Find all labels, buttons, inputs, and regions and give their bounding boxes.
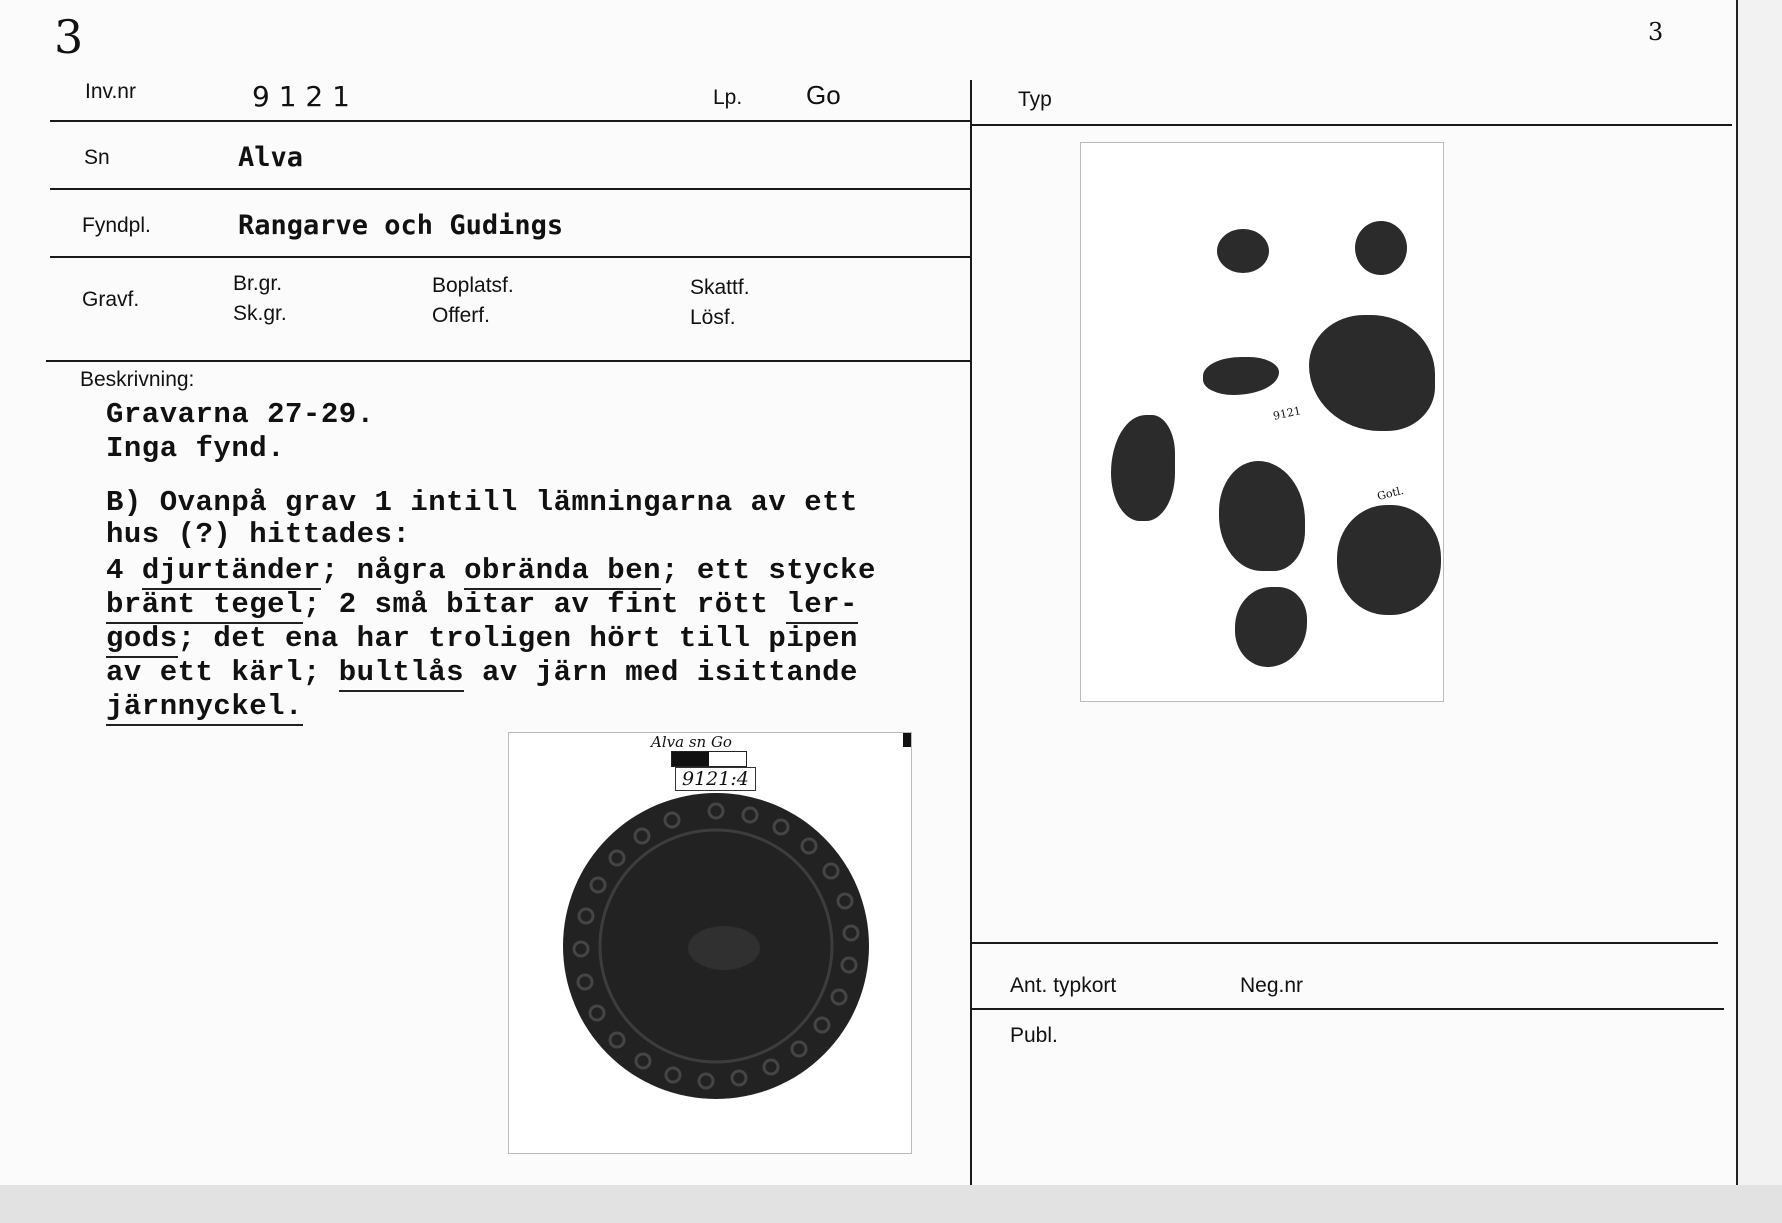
desc-line-1: Gravarna 27-29. [106,398,375,431]
desc-text: ; några [320,554,465,587]
ant-typkort-label: Ant. typkort [1010,974,1117,997]
desc-underlined: ler- [786,588,858,624]
desc-text: ; 2 små bitar av fint rött [302,588,787,621]
column-divider [970,80,972,1185]
negnr-label: Neg.nr [1240,974,1304,997]
fyndpl-label: Fyndpl. [82,214,151,237]
fragment [1203,357,1279,395]
row-divider [50,256,970,258]
fragment [1217,229,1269,273]
photo-site-label: Alva sn Go [651,733,732,751]
fragment [1219,461,1305,571]
desc-line-5 [106,554,876,587]
sn-value: Alva [238,142,304,173]
desc-line-8 [106,656,858,689]
row-divider [46,360,970,362]
desc-line-2: Inga fynd. [106,432,286,465]
corner-number-left: 3 [54,10,84,64]
fragment [1355,221,1407,275]
specimen-tag: 9121 [1268,403,1306,423]
desc-underlined: djurtänder [142,554,321,590]
gravf-label: Gravf. [82,288,140,311]
desc-underlined: gods [106,622,178,658]
row-divider [972,942,1718,944]
fragment [1309,315,1435,431]
corner-number-right: 3 [1648,18,1664,46]
photo-round-object [508,732,912,1154]
photo-number-label: 9121:4 [675,767,756,791]
desc-underlined: bränt tegel [106,588,303,624]
desc-underlined: obrända ben [464,554,661,590]
background-strip [1738,0,1782,1185]
row-divider [972,1008,1724,1010]
desc-line-4: hus (?) hittades: [106,518,411,551]
background-strip [0,1185,1782,1223]
row-divider [50,120,970,122]
publ-label: Publ. [1010,1024,1058,1047]
fyndpl-value: Rangarve och Gudings [238,210,564,241]
desc-line-7 [106,622,858,655]
inv-label: Inv.nr [85,80,136,103]
fragment [1235,587,1307,667]
desc-line-3: B) Ovanpå grav 1 intill lämningarna av ett [106,486,858,519]
lp-label: Lp. [713,86,743,109]
offerf-label: Offerf. [432,304,490,327]
desc-underlined: järnnyckel. [106,690,303,726]
row-divider [972,124,1732,126]
boplatsf-label: Boplatsf. [432,274,514,297]
desc-text: ; det ena har troligen hört till pipen [177,622,858,655]
desc-underlined: bultlås [339,656,464,692]
round-lock-image [509,733,911,1153]
lp-value: Go [806,80,841,110]
typ-label: Typ [1018,88,1052,111]
beskrivning-label: Beskrivning: [80,368,195,391]
losf-label: Lösf. [690,306,736,329]
specimen-tag: Gotl. [1372,483,1409,504]
skgr-label: Sk.gr. [233,302,287,325]
brgr-label: Br.gr. [233,272,283,295]
sn-label: Sn [84,146,110,169]
desc-line-6 [106,588,858,621]
skattf-label: Skattf. [690,276,750,299]
desc-text: 4 [106,554,142,587]
fragment [1337,505,1441,615]
photo-iron-fragments [1080,142,1444,702]
desc-line-9 [106,690,303,723]
inv-value: 9 1 2 1 [252,80,350,113]
desc-text: ; ett stycke [661,554,876,587]
fragment [1111,415,1175,521]
desc-text: av ett kärl; [106,656,339,689]
row-divider [50,188,970,190]
desc-text: av järn med isittande [464,656,858,689]
